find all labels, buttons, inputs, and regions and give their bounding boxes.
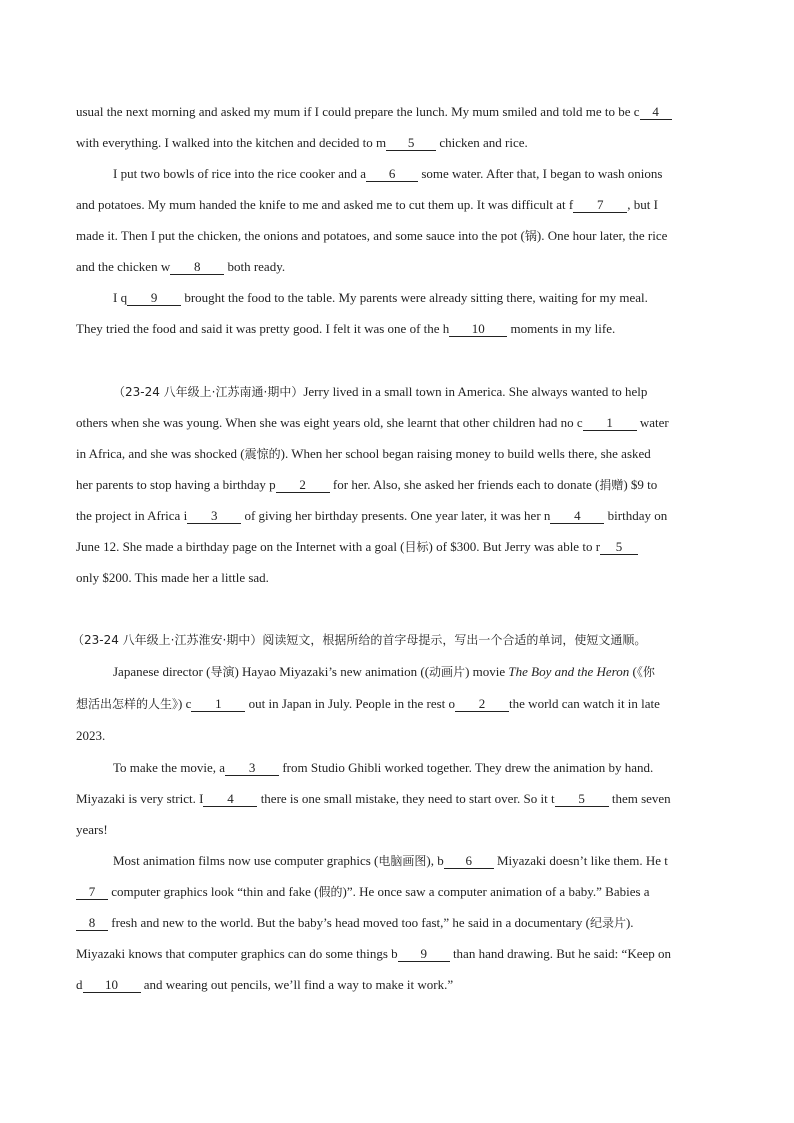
blank-2[interactable]: 2 [455, 697, 509, 712]
blank-4[interactable]: 4 [203, 792, 257, 807]
p3-line-6: years! [76, 822, 108, 837]
blank-4[interactable]: 4 [640, 105, 672, 120]
blank-9[interactable]: 9 [127, 291, 181, 306]
p3-line-4: To make the movie, a 3 from Studio Ghibli worked together. They drew the animation by hand. [113, 760, 654, 775]
blank-4[interactable]: 4 [550, 509, 604, 524]
movie-title: The Boy and the Heron [508, 664, 630, 679]
source-label: （23-24 八年级上·江苏南通·期中） [113, 385, 304, 399]
blank-10[interactable]: 10 [449, 322, 507, 337]
blank-10[interactable]: 10 [83, 978, 141, 993]
blank-7[interactable]: 7 [573, 198, 627, 213]
p3-line-9: 8 fresh and new to the world. But the baby’s head moved too fast,” he said in a documentary (纪录片). [76, 915, 721, 931]
p1-line-7: I q 9 brought the food to the table. My parents were already sitting there, waiting for my meal. [113, 290, 648, 305]
blank-2[interactable]: 2 [276, 478, 330, 493]
p3-line-11: d 10 and wearing out pencils, we’ll find a way to make it work.” [76, 977, 454, 992]
blank-3[interactable]: 3 [187, 509, 241, 524]
p1-line-6: and the chicken w 8 both ready. [76, 259, 286, 274]
p1-line-8: They tried the food and said it was pretty good. I felt it was one of the h 10 moments in my life. [76, 321, 616, 336]
p3-line-5: Miyazaki is very strict. I 4 there is one small mistake, they need to start over. So it t 5 them seven [76, 791, 671, 806]
blank-5[interactable]: 5 [555, 792, 609, 807]
blank-6[interactable]: 6 [444, 854, 494, 869]
p3-line-10: Miyazaki knows that computer graphics can do some things b 9 than hand drawing. But he said: “Keep on [76, 946, 671, 961]
blank-5[interactable]: 5 [386, 136, 436, 151]
p2-line-1: （23-24 八年级上·江苏南通·期中）Jerry lived in a small town in America. She always wanted to help [113, 384, 648, 399]
p2-line-2: others when she was young. When she was eight years old, she learnt that other children had no c 1 water [76, 415, 669, 430]
blank-1[interactable]: 1 [191, 697, 245, 712]
p1-line-1: usual the next morning and asked my mum if I could prepare the lunch. My mum smiled and told me to be c 4 [76, 104, 721, 120]
p1-line-4: and potatoes. My mum handed the knife to me and asked me to cut them up. It was difficult at f 7 , but I [76, 197, 658, 212]
blank-7[interactable]: 7 [76, 885, 108, 900]
p3-instruction: （23-24 八年级上·江苏淮安·期中）阅读短文，根据所给的首字母提示，写出一个合适的单词，使短文通顺。 [72, 633, 647, 647]
blank-8[interactable]: 8 [170, 260, 224, 275]
p2-line-3: in Africa, and she was shocked (震惊的). When her school began raising money to build wells there, she asked [76, 446, 651, 461]
p3-line-2: 想活出怎样的人生》) c 1 out in Japan in July. People in the rest o 2 the world can watch it in late [76, 696, 660, 711]
p2-line-6: June 12. She made a birthday page on the Internet with a goal (目标) of $300. But Jerry was able to r 5 [76, 539, 721, 555]
p2-line-5: the project in Africa i 3 of giving her birthday presents. One year later, it was her n 4 birthday on [76, 508, 668, 523]
blank-8[interactable]: 8 [76, 916, 108, 931]
blank-3[interactable]: 3 [225, 761, 279, 776]
p3-line-3: 2023. [76, 728, 106, 743]
blank-9[interactable]: 9 [398, 947, 450, 962]
blank-1[interactable]: 1 [583, 416, 637, 431]
p3-line-7: Most animation films now use computer graphics (电脑画图), b 6 Miyazaki doesn’t like them. He t [113, 853, 668, 868]
blank-5[interactable]: 5 [600, 540, 638, 555]
p3-line-1: Japanese director (导演) Hayao Miyazaki’s new animation ((动画片) movie The Boy and the Heron (《你 [113, 664, 655, 679]
p2-line-7: only $200. This made her a little sad. [76, 570, 269, 585]
blank-6[interactable]: 6 [366, 167, 418, 182]
p1-line-3: I put two bowls of rice into the rice cooker and a 6 some water. After that, I began to wash onions [113, 166, 663, 181]
p1-line-5: made it. Then I put the chicken, the onions and potatoes, and some sauce into the pot (锅). One hour later, the rice [76, 228, 668, 243]
p1-line-2: with everything. I walked into the kitchen and decided to m 5 chicken and rice. [76, 135, 528, 150]
p3-line-8: 7 computer graphics look “thin and fake (假的)”. He once saw a computer animation of a baby.” Babies a [76, 884, 721, 900]
p2-line-4: her parents to stop having a birthday p 2 for her. Also, she asked her friends each to donate (捐赠) $9 to [76, 477, 658, 492]
